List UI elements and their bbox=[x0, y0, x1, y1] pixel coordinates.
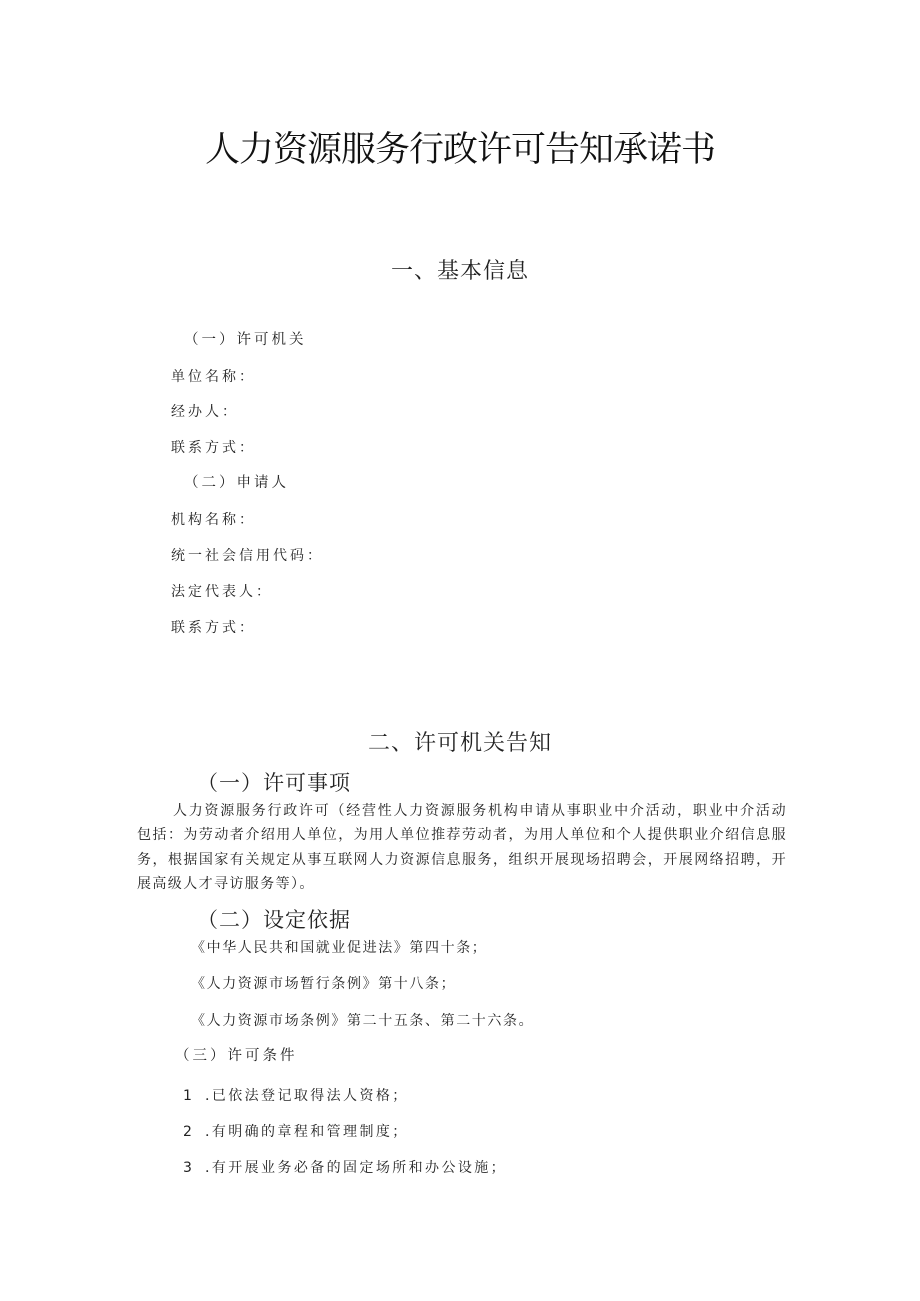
subheading-licensing-authority: （一）许可机关 bbox=[184, 332, 307, 348]
field-applicant-contact: 联系方式： bbox=[171, 620, 256, 636]
subheading-applicant: （二）申请人 bbox=[184, 475, 289, 491]
condition-text: .已依法登记取得法人资格； bbox=[205, 1088, 409, 1104]
subheading-licensing-conditions: （三）许可条件 bbox=[175, 1048, 298, 1064]
basis-item-employment-promotion-law: 《中华人民共和国就业促进法》第四十条； bbox=[191, 940, 488, 956]
condition-item bbox=[183, 1121, 409, 1141]
condition-number: 2 bbox=[183, 1124, 192, 1140]
condition-text: .有明确的章程和管理制度； bbox=[205, 1124, 409, 1140]
basis-item-interim-regulations: 《人力资源市场暂行条例》第十八条； bbox=[191, 976, 457, 992]
basis-item-market-regulations: 《人力资源市场条例》第二十五条、第二十六条。 bbox=[191, 1013, 535, 1029]
condition-item bbox=[183, 1085, 409, 1105]
field-authority-contact: 联系方式： bbox=[171, 440, 256, 456]
section-heading-basic-info: 一、基本信息 bbox=[390, 259, 529, 284]
paragraph-licensing-matters: 人力资源服务行政许可（经营性人力资源服务机构申请从事职业中介活动，职业中介活动包括：为劳动者介绍用人单位，为用人单位推荐劳动者，为用人单位和个人提供职业介绍信息服务，根据国家有关规定从事互联网人力资源信息服务，组织开展现场招聘会，开展网络招聘，开展高级人才寻访服务等）。 bbox=[137, 803, 787, 892]
condition-number: 3 bbox=[183, 1160, 192, 1176]
field-credit-code: 统一社会信用代码： bbox=[171, 548, 324, 564]
section-heading-authority-notice: 二、许可机关告知 bbox=[367, 731, 552, 756]
subheading-licensing-matters: （一）许可事项 bbox=[197, 771, 351, 795]
condition-item bbox=[183, 1157, 507, 1177]
condition-text: .有开展业务必备的固定场所和办公设施； bbox=[205, 1160, 508, 1176]
field-organization-name: 机构名称： bbox=[171, 512, 256, 528]
field-handler: 经办人： bbox=[171, 404, 239, 420]
field-legal-representative: 法定代表人： bbox=[171, 584, 273, 600]
subheading-legal-basis: （二）设定依据 bbox=[197, 908, 351, 932]
field-unit-name: 单位名称： bbox=[171, 369, 256, 385]
condition-number: 1 bbox=[183, 1088, 192, 1104]
document-title: 人力资源服务行政许可告知承诺书 bbox=[204, 130, 715, 170]
